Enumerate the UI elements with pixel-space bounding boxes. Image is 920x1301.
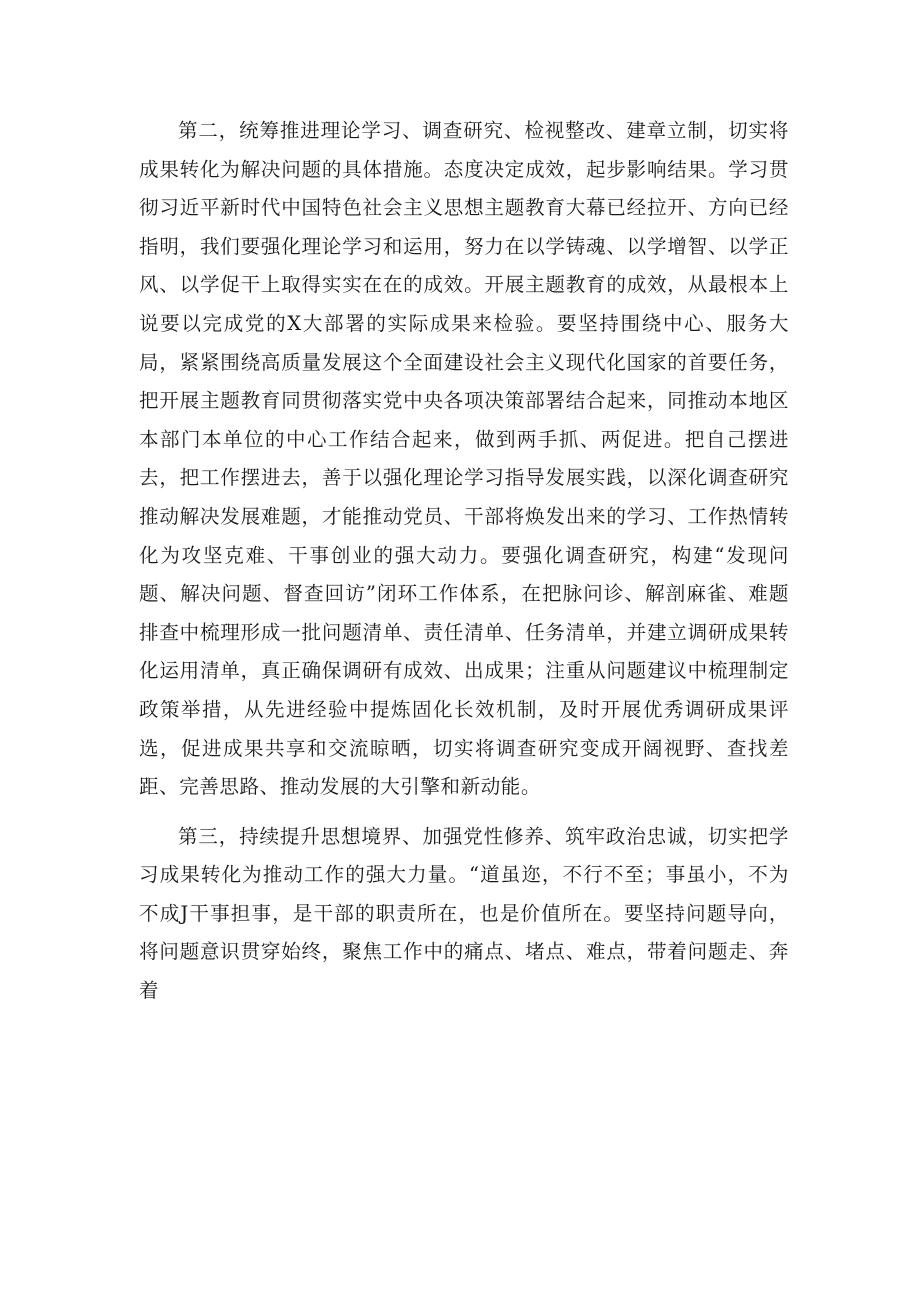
document-body	[139, 112, 789, 1011]
paragraph-second: 第二，统筹推进理论学习、调查研究、检视整改、建章立制，切实将成果转化为解决问题的具体措施。态度决定成效，起步影响结果。学习贯彻习近平新时代中国特色社会主义思想主题教育大幕已经拉开、方向已经指明，我们要强化理论学习和运用，努力在以学铸魂、以学增智、以学正风、以学促干上取得实实在在的成效。开展主题教育的成效，从最根本上说要以完成党的X大部署的实际成果来检验。要坚持围绕中心、服务大局，紧紧围绕高质量发展这个全面建设社会主义现代化国家的首要任务，把开展主题教育同贯彻落实党中央各项决策部署结合起来，同推动本地区本部门本单位的中心工作结合起来，做到两手抓、两促进。把自己摆进去，把工作摆进去，善于以强化理论学习指导发展实践，以深化调查研究推动解决发展难题，才能推动党员、干部将焕发出来的学习、工作热情转化为攻坚克难、干事创业的强大动力。要强化调查研究，构建“发现问题、解决问题、督查回访”闭环工作体系，在把脉问诊、解剖麻雀、难题排查中梳理形成一批问题清单、责任清单、任务清单，并建立调研成果转化运用清单，真正确保调研有成效、出成果；注重从问题建议中梳理制定政策举措，从先进经验中提炼固化长效机制，及时开展优秀调研成果评选，促进成果共享和交流晾晒，切实将调查研究变成开阔视野、查找差距、完善思路、推动发展的大引擎和新动能。	[139, 119, 789, 799]
paragraph-third: 第三，持续提升思想境界、加强党性修养、筑牢政治忠诚，切实把学习成果转化为推动工作的强大力量。“道虽迩，不行不至；事虽小，不为不成J干事担事，是干部的职责所在，也是价值所在。要坚持问题导向，将问题意识贯穿始终，聚焦工作中的痛点、堵点、难点，带着问题走、奔着	[139, 824, 789, 1003]
